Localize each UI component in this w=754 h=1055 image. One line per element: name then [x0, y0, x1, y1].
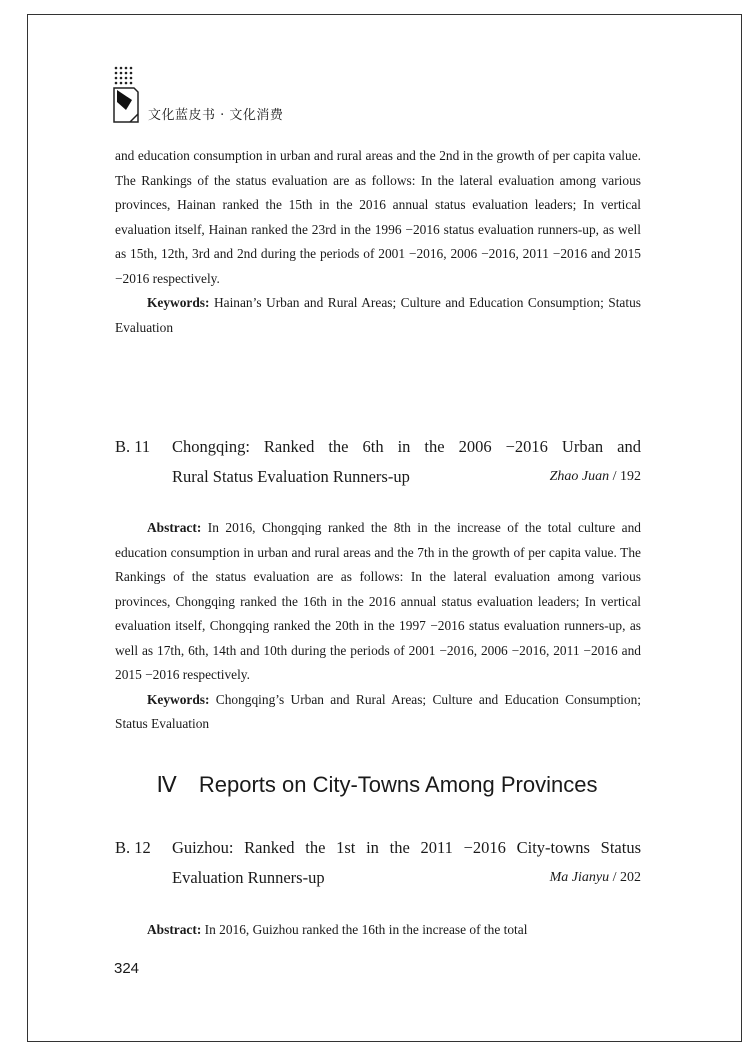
entry-page: / 192	[609, 469, 641, 484]
continued-abstract: and education consumption in urban and rural areas and the 2nd in the growth of per capita value. The Rankings of the status evaluation are as follows: In the lateral evaluation among various provinces, Hainan ranked the 15th in the 2016 annual status evaluation leaders; In vertical evaluation itself, Hainan ranked the 23rd in the 1996 −2016 status evaluation runners-up, as well as 15th, 12th, 3rd and 2nd during the periods of 2001 −2016, 2006 −2016, 2011 −2016 and 2015 −2016 respectively.	[115, 148, 641, 286]
abstract-b11	[115, 516, 641, 737]
entry-author	[550, 462, 641, 492]
series-title: 文化蓝皮书 · 文化消费	[148, 108, 284, 123]
author-name: Zhao Juan	[549, 469, 610, 484]
abstract-paragraph	[115, 918, 641, 943]
top-block	[115, 144, 641, 340]
entry-author	[550, 863, 641, 893]
keywords-paragraph	[115, 688, 641, 737]
keywords-label: Keywords:	[147, 691, 210, 707]
abstract-b12	[115, 918, 641, 943]
keywords-text: Hainan’s Urban and Rural Areas; Culture and Education Consumption; Status Evaluation	[115, 295, 641, 335]
section-numeral: Ⅳ	[156, 772, 177, 797]
entry-title-line1: Chongqing: Ranked the 6th in the 2006 −2016 Urban and	[172, 437, 641, 456]
entry-number: B. 11	[115, 437, 151, 456]
entry-title-line1: Guizhou: Ranked the 1st in the 2011 −2016 City-towns Status	[172, 838, 641, 857]
abstract-text: In 2016, Guizhou ranked the 16th in the increase of the total	[201, 922, 528, 937]
entry-number: B. 12	[115, 838, 151, 857]
section-title: Reports on City-Towns Among Provinces	[198, 772, 598, 797]
running-header	[112, 66, 372, 128]
section-heading	[0, 772, 754, 798]
page-number: 324	[114, 960, 140, 977]
keywords-label: Keywords:	[147, 295, 210, 310]
blue-book-logo-icon	[112, 66, 140, 126]
keywords-paragraph	[115, 291, 641, 340]
abstract-paragraph	[115, 516, 641, 688]
keywords-text: Chongqing’s Urban and Rural Areas; Culture and Education Consumption; Status Evaluation	[115, 691, 641, 731]
abstract-text: In 2016, Chongqing ranked the 8th in the increase of the total culture and education consumption in urban and rural areas and the 7th in the growth of per capita value. The Rankings of the status evaluation are as follows: In the lateral evaluation among various provinces, Chongqing ranked the 16th in the 2016 annual status evaluation leaders; In vertical evaluation itself, Chongqing ranked the 20th in the 1997 −2016 status evaluation runners-up, as well as 17th, 6th, 14th and 10th during the periods of 2001 −2016, 2006 −2016, 2011 −2016 and 2015 −2016 respectively.	[115, 520, 641, 682]
abstract-label: Abstract:	[147, 922, 202, 937]
abstract-label: Abstract:	[147, 520, 202, 535]
entry-page: / 202	[609, 870, 641, 885]
author-name: Ma Jianyu	[549, 870, 610, 885]
entry-title-line2: Evaluation Runners-up	[172, 868, 325, 887]
entry-title-line2: Rural Status Evaluation Runners-up	[172, 467, 410, 486]
